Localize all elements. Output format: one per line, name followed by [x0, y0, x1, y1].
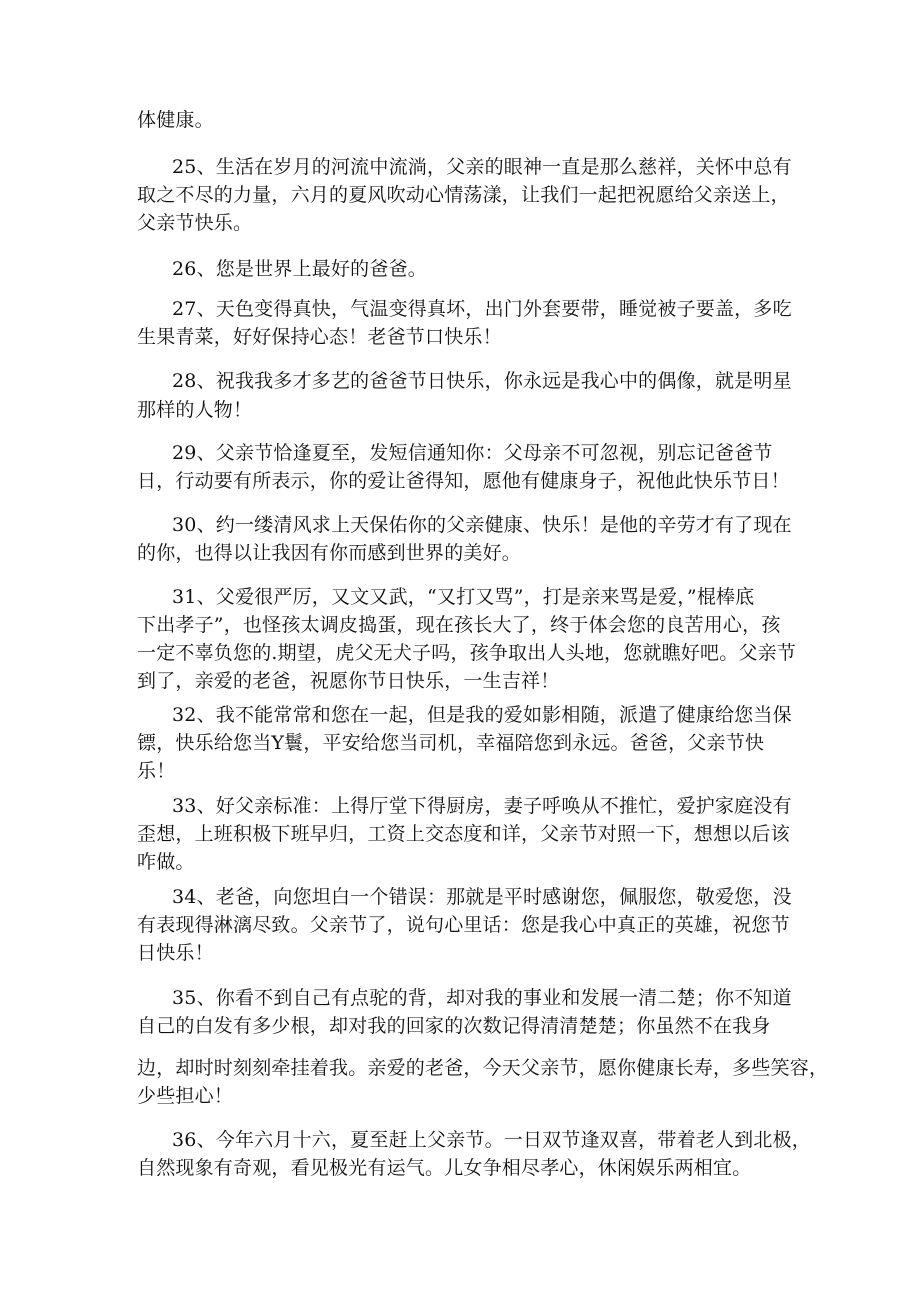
text-line: 到了，亲爱的老爸，祝愿你节日快乐，一生吉祥！ [137, 670, 560, 692]
text-line: 一定不辜负您的.期望，虎父无犬子吗，孩争取出人头地，您就瞧好吧。父亲节 [137, 642, 797, 664]
text-line: 30、约一缕清风求上天保佑你的父亲健康、快乐！是他的辛劳才有了现在 [172, 514, 792, 536]
text-line: 少些担心！ [137, 1085, 234, 1107]
text-line: 那样的人物！ [137, 399, 253, 421]
text-line: 体健康。 [137, 109, 214, 131]
text-line: 34、老爸，向您坦白一个错误：那就是平时感谢您，佩服您，敬爱您，没 [172, 886, 792, 908]
text-line: 的你，也得以让我因有你而感到世界的美好。 [137, 542, 522, 564]
text-line: 歪想，上班积极下班早归，工资上交态度和详，父亲节对照一下，想想以后该 [137, 823, 790, 845]
text-line: 25、生活在岁月的河流中流淌，父亲的眼神一直是那么慈祥，关怀中总有 [172, 156, 792, 178]
text-line: 31、父爱很严厉，又文又武，“又打又骂”，打是亲来骂是爱，”棍棒底 [172, 586, 755, 608]
text-line: 镖，快乐给您当Y鬟，平安给您当司机，幸福陪您到永远。爸爸，父亲节快 [137, 732, 765, 754]
text-line: 28、祝我我多才多艺的爸爸节日快乐，你永远是我心中的偶像，就是明星 [172, 370, 792, 392]
text-line: 下出孝子”，也怪孩太调皮捣蛋，现在孩长大了，终于体会您的良苦用心，孩 [137, 614, 781, 636]
text-line: 日，行动要有所表示，你的爱让爸得知，愿他有健康身子，祝他此快乐节日！ [137, 470, 790, 492]
text-line: 33、好父亲标准：上得厅堂下得厨房，妻子呼唤从不推忙，爱护家庭没有 [172, 795, 792, 817]
text-line: 29、父亲节恰逢夏至，发短信通知你：父母亲不可忽视，别忘记爸爸节 [172, 442, 773, 464]
text-line: 父亲节快乐。 [137, 212, 253, 234]
text-line: 乐！ [137, 760, 176, 782]
text-line: 边，却时时刻刻牵挂着我。亲爱的老爸，今天父亲节，愿你健康长寿，多些笑容， [137, 1057, 829, 1079]
text-line: 有表现得淋漓尽致。父亲节了，说句心里话：您是我心中真正的英雄，祝您节 [137, 914, 790, 936]
text-line: 自然现象有奇观，看见极光有运气。儿女争相尽孝心，休闲娱乐两相宜。 [137, 1157, 752, 1179]
text-line: 36、今年六月十六，夏至赶上父亲节。一日双节逢双喜，带着老人到北极， [172, 1129, 811, 1151]
text-line: 生果青菜，好好保持心态！老爸节口快乐！ [137, 326, 502, 348]
text-line: 27、天色变得真快，气温变得真坏，出门外套要带，睡觉被子要盖，多吃 [172, 298, 792, 320]
text-line: 咋做。 [137, 851, 195, 873]
text-line: 32、我不能常常和您在一起，但是我的爱如影相随，派遣了健康给您当保 [172, 704, 792, 726]
text-line: 日快乐！ [137, 942, 214, 964]
text-line: 自己的白发有多少根，却对我的回家的次数记得清清楚楚；你虽然不在我身 [137, 1015, 771, 1037]
text-line: 取之不尽的力量，六月的夏风吹动心情荡漾，让我们一起把祝愿给父亲送上， [137, 184, 790, 206]
text-line: 26、您是世界上最好的爸爸。 [172, 258, 427, 280]
text-line: 35、你看不到自己有点驼的背，却对我的事业和发展一清二楚；你不知道 [172, 987, 792, 1009]
